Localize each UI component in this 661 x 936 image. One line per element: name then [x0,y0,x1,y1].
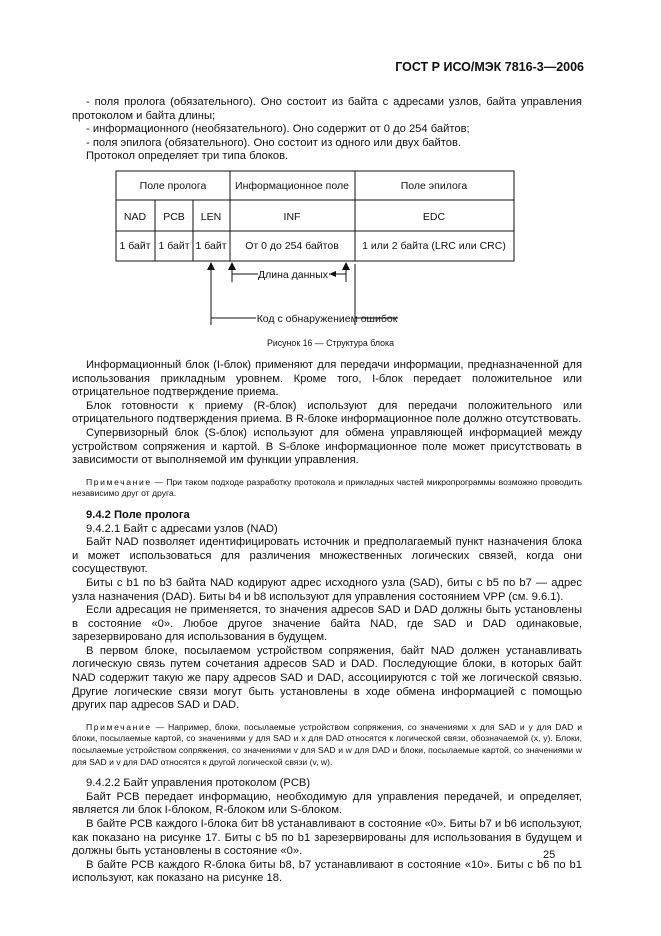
page-number: 25 [543,849,556,861]
paragraph-s-block: Супервизорный блок (S-блок) используют для обмена управляющей информацией между устройством сопряжения и картой. В S-блоке информационное поле может присутствовать в зависимости от выполняемой им функции управления. [72,426,582,467]
paragraph-nad-purpose: Байт NAD позволяет идентифицировать источник и предполагаемый пункт назначения блока и может использоваться для различения множественных логических связей, когда они сосуществуют. [72,536,582,576]
size-cell-pcb: 1 байт [158,240,190,252]
document-header: ГОСТ Р ИСО/МЭК 7816-3—2006 [395,60,584,74]
note-2 [72,722,582,768]
note-2-label: Примечание [86,721,152,732]
size-cell-nad: 1 байт [119,240,151,252]
label-data-length: Длина данных [257,269,329,281]
note-1-text: — При таком подходе разработку протокола и прикладных частей микропрограммы возможно проводить независимо друг от друга. [72,476,582,499]
block-structure-figure [0,0,661,340]
paragraph-i-block: Информационный блок (I-блок) применяют для передачи информации, предназначенной для использования прикладным уровнем. Кроме того, I-блок передает положительное или отрицательное подтверждение приема. [72,359,582,399]
paragraph-pcb-r-block: В байте PCB каждого R-блока биты b8, b7 устанавливают в состояние «10». Биты с b6 по b1 используют, как показано на рисунке 18. [72,858,582,885]
field-cell-nad: NAD [123,211,147,223]
field-cell-pcb: PCB [163,211,185,223]
size-cell-inf: От 0 до 254 байтов [245,240,339,252]
paragraph-pcb-purpose: Байт PCB передает информацию, необходимую для управления передачей, и определяет, является ли блок I-блоком, R-блоком или S-блоком. [72,790,582,817]
paragraph-nad-bits: Биты с b1 по b3 байта NAD кодируют адрес исходного узла (SAD), биты с b5 по b7 — адрес узла назначения (DAD). Биты b4 и b8 используют для управления состоянием VPP (см. 9.6.1). [72,576,582,603]
main-text [72,359,582,886]
header-cell-info: Информационное поле [235,180,349,192]
subsection-heading-9421: 9.4.2.1 Байт с адресами узлов (NAD) [86,522,278,535]
intro-item-info: - информационного (необязательного). Оно содержит от 0 до 254 байтов; [86,123,470,136]
intro-item-prologue: - поля пролога (обязательного). Оно состоит из байта с адресами узлов, байта управления протоколом и байта длины; [72,96,582,122]
paragraph-r-block: Блок готовности к приему (R-блок) используют для передачи положительного или отрицательного подтверждения приема. В R-блоке информационное поле должно отсутствовать. [72,399,582,426]
paragraph-nad-logical-link: В первом блоке, посылаемом устройством сопряжения, байт NAD должен устанавливать логическую связь путем сочетания адресов SAD и DAD. Последующие блоки, в которых байт NAD содержит такую же пару адресов SAD и DAD, ассоциируются с той же логической связью. Другие логические связи могут быть установлены в ходе обмена информацией с помощью других пар адресов SAD и DAD. [72,644,582,712]
figure-caption: Рисунок 16 — Структура блока [267,338,394,348]
field-cell-inf: INF [283,211,301,223]
intro-item-epilogue: - поля эпилога (обязательного). Оно состоит из одного или двух байтов. [86,136,462,149]
paragraph-nad-no-addressing: Если адресация не применяется, то значения адресов SAD и DAD должны быть установлены в состояние «0». Любое другое значение байта NAD, где SAD и DAD одинаковые, зарезервировано для использования в будущем. [72,604,582,644]
size-cell-edc: 1 или 2 байта (LRC или CRC) [362,240,506,252]
section-heading-942: 9.4.2 Поле пролога [86,508,190,521]
note-2-text: — Например, блоки, посылаемые устройством сопряжения, со значениями x для SAD и y для DAD и блоки, посылаемые картой, со значениями y для SAD и x для DAD относятся к логической связи, обозначаемой (x, y). Блоки, посылаемые устройством сопряжения, со значениями v для SAD и w для DAD и блоки, посылаемые картой, со значениями w для SAD и v для DAD относятся к другой логической связи (v, w). [72,721,582,767]
subsection-heading-9422: 9.4.2.2 Байт управления протоколом (PCB) [86,777,311,790]
note-1 [72,477,582,500]
intro-block-types: Протокол определяет три типа блоков. [86,150,289,163]
field-cell-edc: EDC [422,211,446,223]
field-cell-len: LEN [200,211,222,223]
note-1-label: Примечание [86,476,152,487]
paragraph-pcb-i-block: В байте PCB каждого I-блока бит b8 устанавливают в состояние «0». Биты b7 и b6 используют, как показано на рисунке 17. Биты с b5 по b1 зарезервированы для использования в будущем и должны быть установлены в состояние «0». [72,818,582,858]
label-error-code: Код с обнаружением ошибок [256,313,398,325]
size-cell-len: 1 байт [195,240,227,252]
header-cell-prologue: Поле пролога [139,180,207,192]
header-cell-epilogue: Поле эпилога [400,180,468,192]
